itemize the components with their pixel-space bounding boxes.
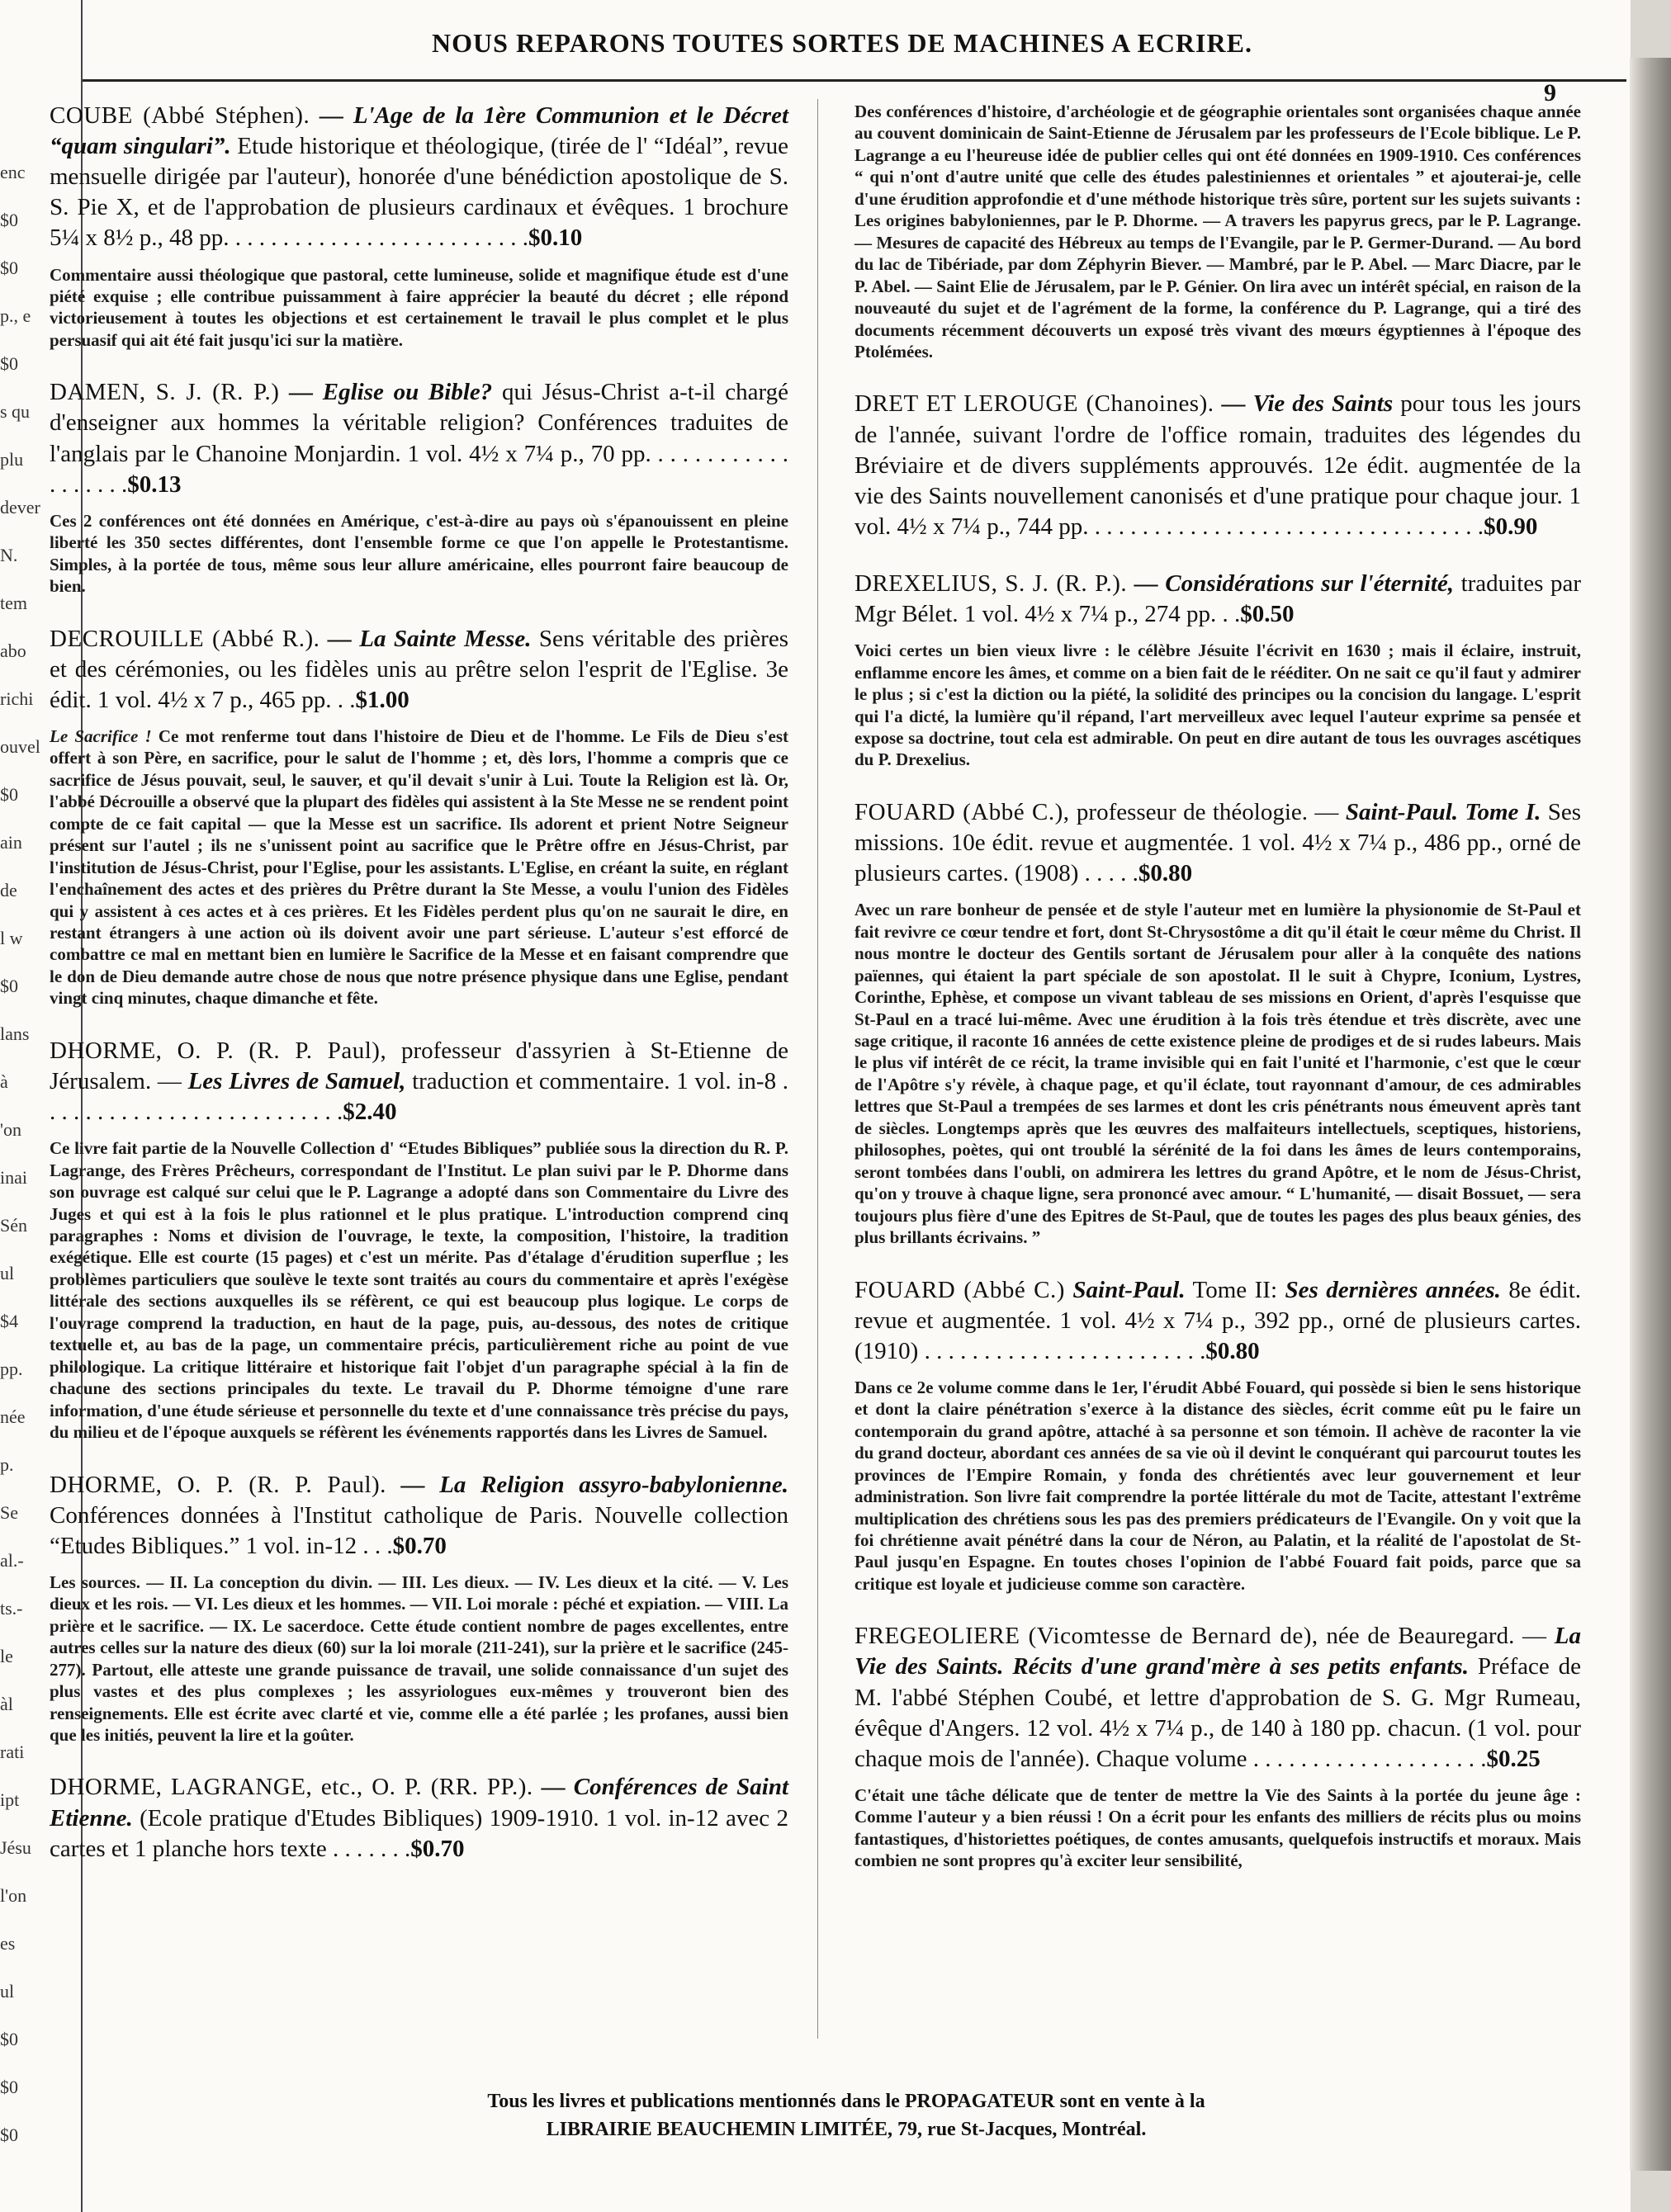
entry-heading <box>50 101 788 254</box>
entry-price: $0.25 <box>1486 1745 1541 1772</box>
adjacent-page-fragment: Sén <box>0 1215 27 1236</box>
column-divider <box>817 99 818 2039</box>
adjacent-page-fragment: p., e <box>0 305 31 326</box>
adjacent-page-fragment: plu <box>0 449 24 470</box>
entry-subtitle: Ses dernières années. <box>1285 1276 1501 1303</box>
entry-price: $1.00 <box>355 686 409 713</box>
entry-details: Etude historique et théologique, (tirée de l' “Idéal”, revue mensuelle dirigée par l'auteur), honorée d'une bénédiction apostolique de S. S. Pie X, et de l'approbation de plusieurs cardinaux et évêques. 1 brochure 5¼ x 8½ p., 48 pp. . . . . . . . . . . . . . . . . . . . . . . . . . <box>50 133 788 252</box>
entry-title-prefix: professeur de théologie. — <box>1076 798 1339 825</box>
adjacent-page-fragment: l'on <box>0 1885 27 1906</box>
adjacent-page-fragment: $0 <box>0 976 18 996</box>
adjacent-page-fragment: l w <box>0 928 23 948</box>
entry-heading <box>50 1470 788 1562</box>
adjacent-page-fragment: richi <box>0 688 34 709</box>
entry-heading <box>854 1275 1581 1367</box>
entry-details: pour tous les jours de l'année, suivant l'ordre de l'office romain, traduites des légendes du Bréviaire et de divers suppléments approuvés. 12e édit. augmentée de la vie des Saints nouvellement canonisés et d'une pratique pour chaque jour. 1 vol. 4½ x 7¼ p., 744 pp. . . . . . . . . . . . . . . . . . . . . . . . . . . . . . . . . . <box>854 390 1582 540</box>
catalog-entry <box>50 1470 788 1746</box>
adjacent-page-fragment: 'on <box>0 1119 21 1140</box>
entry-price: $0.80 <box>1138 860 1193 887</box>
catalog-entry <box>50 377 788 597</box>
entry-title-prefix: née de Beauregard. — <box>1326 1623 1547 1650</box>
entry-author: DRET ET LEROUGE (Chanoines). <box>854 390 1214 418</box>
adjacent-page-fragment: $0 <box>0 258 18 278</box>
entry-description: Avec un rare bonheur de pensée et de style l'auteur met en lumière la physionomie de St-Paul et fait revivre ce cœur tendre et fort, dont St-Chrysostôme a dit qu'il était le cœur même du Christ. Il nous montre le docteur des Gentils sortant de Jérusalem pour aller à la conquête des nations païennes, qui étaient la part spéciale de son apostolat. Il le suit à Chypre, Iconium, Lystres, Corinthe, Ephèse, et compose un vivant tableau de ses missions en Orient, d'après l'esquisse que St-Paul en a tracé lui-même. Avec une érudition à la fois très étendue et très discrète, avec une sage critique, il raconte 16 années de cette existence pleine de prodiges et de si rudes labeurs. Mais le plus vif intérêt de ce récit, la trame invisible qui en fait l'unité et l'harmonie, c'est que le cœur de l'Apôtre s'y révèle, à chaque page, et qu'il éclate, tout rayonnant d'amour, de ces admirables lettres que St-Paul a trempées de ses larmes et dont les cris pénétrants nous émeuvent après tant de siècles. Longtemps après que les œuvres des malfaiteurs intellectuels, sceptiques, historiens, philosophes, poètes, qui ont troublé la sérénité de la foi dans les âmes de leurs contemporains, seront tombées dans l'oubli, on admirera les lettres du grand Apôtre, et le nom de Jésus-Christ, qu'on y trouve à chaque ligne, sera prononcé avec amour. “ L'humanité, — disait Bossuet, — sera toujours plus fière d'une des Epitres de St-Paul, que de toutes les pages des plus beaux génies, des plus brillants écrivains. ” <box>854 900 1581 1248</box>
adjacent-page-fragment: le <box>0 1646 13 1666</box>
entry-price: $0.13 <box>127 470 182 498</box>
page-footer <box>165 2088 1527 2143</box>
entry-details: Préface de M. l'abbé Stéphen Coubé, et lettre d'approbation de S. G. Mgr Rumeau, évêque d'Angers. 12 vol. 4½ x 7¼ p., de 140 à 180 pp. chacun. (1 vol. pour chaque mois de l'année). Chaque volume . . . . . . . . . . . . . . . . . . . . <box>854 1653 1581 1772</box>
entry-heading <box>854 389 1581 542</box>
adjacent-page-fragment: enc <box>0 162 26 182</box>
entry-title: — L'Age de la 1ère Communion et le Décret “quam singulari”. <box>50 102 789 160</box>
catalog-entry <box>50 1772 788 1864</box>
catalog-entry <box>854 797 1581 1249</box>
adjacent-page-fragment: à <box>0 1071 8 1092</box>
adjacent-page-fragment: es <box>0 1933 16 1954</box>
entry-description: Ce livre fait partie de la Nouvelle Collection d' “Etudes Bibliques” publiée sous la direction du R. P. Lagrange, des Frères Prêcheurs, correspondant de l'Institut. Le plan suivi par le P. Dhorme dans son ouvrage est calqué sur celui que le P. Lagrange a adopté dans son Commentaire du Livre des Juges et qui est à la fois le plus rationnel et le plus pratique. L'introduction comprend cinq paragraphes : Noms et division de l'ouvrage, le texte, la composition, l'histoire, la tradition exégétique. Elle est courte (15 pages) et c'est un mérite. Pas d'étalage d'érudition superflue ; les problèmes particuliers que soulève le texte sont traités au cours du commentaire et après l'exégèse littérale des sections auxquelles ils se réfèrent, ce qui est beaucoup plus logique. Le corps de l'ouvrage comprend la traduction, en haut de la page, puis, au-dessous, des notes de critique textuelle et, au bas de la page, un commentaire précis, particulièrement riche au point de vue philologique. La critique littéraire et historique fait l'objet d'un paragraphe spécial à la fin de chacune des sections principales du texte. Le travail du P. Dhorme témoigne d'une rare information, d'une étude sérieuse et personnelle du texte et d'une connaissance très précise du pays, du milieu et de l'époque auxquels se réfèrent les événements rapportés dans les Livres de Samuel. <box>50 1138 788 1443</box>
entry-description-lead: Le Sacrifice ! <box>50 726 152 746</box>
entry-details: Conférences données à l'Institut catholique de Paris. Nouvelle collection “Etudes Bibliques.” 1 vol. in-12 . . . <box>50 1501 788 1559</box>
adjacent-page-fragment: rati <box>0 1742 25 1762</box>
catalog-entry <box>50 101 788 351</box>
adjacent-page-fragment: de <box>0 880 17 900</box>
entry-title: — La Religion assyro-babylonienne. <box>400 1471 788 1498</box>
entry-details: 8e édit. revue et augmentée. 1 vol. 4½ x 7¼ p., 392 pp., orné de plusieurs cartes. (1910) . . . . . . . . . . . . . . . . . . . . . . . . <box>854 1276 1582 1364</box>
entry-heading <box>50 1036 788 1127</box>
adjacent-page-fragment: abo <box>0 640 26 661</box>
adjacent-page-fragment: Se <box>0 1502 18 1523</box>
right-column <box>854 101 1581 1898</box>
entry-heading <box>50 1772 788 1864</box>
entry-title: Les Livres de Samuel, <box>187 1067 406 1094</box>
entry-price: $0.70 <box>410 1835 465 1862</box>
entry-price: $2.40 <box>343 1099 397 1126</box>
adjacent-page-fragment: dever <box>0 497 40 518</box>
adjacent-page-fragment: s qu <box>0 401 31 422</box>
entry-description: Les sources. — II. La conception du divin. — III. Les dieux. — IV. Les dieux et la cité. — V. Les dieux et les rois. — VI. Les dieux et les hommes. — VII. Loi morale : péché et expiation. — VIII. La prière et le sacrifice. — IX. Le sacerdoce. Cette étude contient nombre de pages excellentes, entre autres celles sur la nature des dieux (60) sur la loi morale (211-241), sur la prière et le sacrifice (245-277). Partout, elle atteste une grande puissance de travail, une solide connaissance d'un sujet des plus vastes et des plus complexes ; les assyriologues eux-mêmes y trouveront bien des renseignements. Elle est écrite avec clarté et vie, comme elle a été parlée ; les profanes, aussi bien que les initiés, peuvent la lire et la goûter. <box>50 1572 788 1745</box>
adjacent-page-fragment: al.- <box>0 1550 24 1571</box>
entry-details: traduction et commentaire. 1 vol. in-8 . . . . . . . . . . . . . . . . . . . . . . . . . . <box>50 1067 788 1126</box>
entry-price: $0.80 <box>1205 1337 1260 1364</box>
adjacent-page-fragment: àl <box>0 1694 13 1714</box>
catalog-entry <box>854 569 1581 771</box>
header-rule <box>83 79 1626 82</box>
adjacent-page-fragment: ain <box>0 832 22 853</box>
adjacent-page-fragment: lans <box>0 1023 30 1044</box>
adjacent-page-fragment: $4 <box>0 1311 18 1331</box>
adjacent-page-fragment: $0 <box>0 2029 18 2049</box>
adjacent-page-fragment: $0 <box>0 353 18 374</box>
catalog-entry <box>854 1275 1581 1595</box>
left-column <box>50 101 788 1891</box>
entry-description: Ces 2 conférences ont été données en Amérique, c'est-à-dire au pays où s'épanouissent en pleine liberté les 350 sectes différentes, dont l'ensemble forme ce que l'on appelle le Protestantisme. Simples, à la portée de tous, même sous leur allure américaine, elles pourront faire beaucoup de bien. <box>50 510 788 597</box>
entry-title-prefix: professeur d'assyrien à St-Etienne de Jérusalem. — <box>50 1037 789 1094</box>
entry-details: qui Jésus-Christ a-t-il chargé d'enseigner aux hommes la véritable religion? Conférences traduites de l'anglais par le Chanoine Monjardin. 1 vol. 4½ x 7¼ p., 70 pp. . . . . . . . . . . . . . . . . . . <box>50 379 788 498</box>
entry-heading <box>50 624 788 716</box>
entry-title: — La Sainte Messe. <box>327 625 532 652</box>
entry-heading <box>854 797 1581 889</box>
adjacent-page-fragment: ul <box>0 1981 15 2002</box>
adjacent-page-fragment: ipt <box>0 1789 20 1810</box>
adjacent-page-fragment: $0 <box>0 210 18 230</box>
adjacent-page-fragment: née <box>0 1406 26 1427</box>
entry-description: Voici certes un bien vieux livre : le célèbre Jésuite l'écrivit en 1630 ; mais il éclaire, instruit, enflamme encore les âmes, et comme on a bien fait de le rééditer. On ne sait ce qu'il faut y admirer le plus ; si c'est la diction ou la piété, la solidité des principes ou la concision du langage. L'esprit qui l'a dicté, la lumière qu'il répand, l'art merveilleux avec lequel l'auteur exprime sa pensée et expose sa doctrine, tout cela est admirable. On peut en dire autant de tous les ouvrages ascétiques du P. Drexelius. <box>854 640 1581 770</box>
entry-description: Dans ce 2e volume comme dans le 1er, l'érudit Abbé Fouard, qui possède si bien le sens historique et dont la claire pénétration s'exerce à la distance des siècles, écrit comme eût pu le faire un contemporain du grand apôtre, attaché à sa personne et son témoin. Il achève de raconter la vie du grand docteur, abordant ces années de sa vie où il devint le conquérant qui parcourut toutes les provinces de l'Empire Romain, y fonda des chrétientés avec leur gouvernement et leur administration. Son livre fait comprendre la portée littérale du mot de Tacite, attestant l'extrême multiplication des chrétiens sous les pas des premiers prédicateurs de l'Evangile. On y voit que la foi chrétienne avait pénétré dans la cour de Néron, au Palatin, et la réalité de l'apostolat de St-Paul jusqu'en Espagne. En toutes choses l'opinion de l'abbé Fouard fait poids, parce que sa critique est loyale et judicieuse comme son caractère. <box>854 1377 1581 1594</box>
catalog-entry <box>854 389 1581 542</box>
adjacent-page-fragment: $0 <box>0 784 18 805</box>
adjacent-page-fragment: p. <box>0 1454 14 1475</box>
adjacent-page-fragment: ts.- <box>0 1598 23 1619</box>
page-number: 9 <box>1544 79 1556 106</box>
entry-title-suffix: Tome II: <box>1192 1276 1278 1303</box>
entry-description: C'était une tâche délicate que de tenter de mettre la Vie des Saints à la portée du jeune âge : Comme l'auteur y a bien réussi ! On a écrit pour les enfants des milliers de récits plus ou moins fantastiques, d'historiettes poétiques, de contes amusants, quelquefois instructifs et moraux. Mais combien ne sont propres qu'à exciter leur sensibilité, <box>854 1784 1581 1871</box>
entry-title: Saint-Paul. <box>1072 1276 1186 1303</box>
entry-title: La Vie des Saints. Récits d'une grand'mère à ses petits enfants. <box>854 1623 1582 1680</box>
entry-price: $0.70 <box>392 1532 447 1559</box>
entry-title: — Considérations sur l'éternité, <box>1134 570 1455 597</box>
adjacent-page-fragment: tem <box>0 593 27 613</box>
entry-title: Saint-Paul. Tome I. <box>1345 798 1541 825</box>
entry-author: DREXELIUS, S. J. (R. P.). <box>854 570 1128 597</box>
entry-price: $0.90 <box>1484 513 1538 540</box>
entry-details: (Ecole pratique d'Etudes Bibliques) 1909-1910. 1 vol. in-12 avec 2 cartes et 1 planche hors texte . . . . . . . <box>50 1804 788 1862</box>
footer-line-2: LIBRAIRIE BEAUCHEMIN LIMITÉE, 79, rue St-Jacques, Montréal. <box>546 2118 1147 2140</box>
entry-heading <box>854 1621 1581 1775</box>
entry-title: — Vie des Saints <box>1221 390 1394 418</box>
adjacent-page-fragment: pp. <box>0 1359 23 1379</box>
catalog-entry <box>50 1036 788 1444</box>
entry-author: FREGEOLIERE (Vicomtesse de Bernard de), <box>854 1623 1318 1650</box>
catalog-entry <box>854 1621 1581 1871</box>
adjacent-page-fragment: inai <box>0 1167 27 1188</box>
book-spine-shadow <box>1630 58 1671 2171</box>
entry-details: traduites par Mgr Bélet. 1 vol. 4½ x 7¼ p., 274 pp. . . <box>854 570 1582 628</box>
entry-price: $0.50 <box>1240 601 1295 628</box>
entry-description <box>50 726 788 1009</box>
entry-author: DHORME, O. P. (R. P. Paul). <box>50 1471 386 1498</box>
entry-price: $0.10 <box>528 225 583 252</box>
adjacent-page-fragment: ul <box>0 1263 15 1283</box>
entry-title: — Eglise ou Bible? <box>289 379 493 406</box>
entry-author: DHORME, LAGRANGE, etc., O. P. (RR. PP.). <box>50 1774 533 1801</box>
entry-details: Ses missions. 10e édit. revue et augmentée. 1 vol. 4½ x 7¼ p., 486 pp., orné de plusieurs cartes. (1908) . . . . . <box>854 798 1582 887</box>
adjacent-page-fragment: ouvel <box>0 736 40 757</box>
adjacent-page-fragment: $0 <box>0 2077 18 2097</box>
entry-author: DAMEN, S. J. (R. P.) <box>50 379 280 406</box>
adjacent-page-fragment: $0 <box>0 2125 18 2145</box>
entry-author: FOUARD (Abbé C.) <box>854 1276 1065 1303</box>
entry-details: Sens véritable des prières et des cérémonies, ou les fidèles unis au prêtre selon l'esprit de l'Eglise. 3e édit. 1 vol. 4½ x 7 p., 465 pp. . . <box>50 625 788 713</box>
entry-description-text: Ce mot renferme tout dans l'histoire de Dieu et de l'homme. Le Fils de Dieu s'est offert à son Père, en sacrifice, pour le salut de l'homme ; et, dès lors, l'homme a compris que ce sacrifice de Jésus pouvait, seul, le sauver, et qu'il devait s'unir à Lui. Toute la Religion est là. Or, l'abbé Décrouille a observé que la plupart des fidèles qui assistent à la Ste Messe ne se rendent point compte de ce fait capital — que la Messe est un sacrifice. Ils adorent et prient Notre Seigneur présent sur l'autel ; ils ne s'unissent point au sacrifice que le Prêtre offre en Jésus-Christ, par l'institution de Jésus-Christ, pour l'Eglise, pour les assistants. L'Eglise, en créant la suite, en réglant l'enchaînement des actes et des prières du Prêtre durant la Ste Messe, a voulu l'union des Fidèles qui y assistent à ces actes et à ces prières. Et les Fidèles perdent plus qu'on ne saurait le dire, en restant étrangers à une action où ils doivent avoir une part sérieuse. L'auteur s'est efforcé de combattre ce mal en mettant bien en lumière le Sacrifice de la Messe et en faisant comprendre que le don de Dieu demande autre chose de nous que notre présence physique dans une Eglise, pendant vingt cinq minutes, chaque dimanche et fête. <box>50 726 789 1009</box>
entry-author: FOUARD (Abbé C.), <box>854 798 1070 825</box>
running-header: NOUS REPARONS TOUTES SORTES DE MACHINES A ECRIRE. <box>432 28 1252 58</box>
adjacent-page-fragment: Jésu <box>0 1837 31 1858</box>
entry-heading <box>50 377 788 499</box>
entry-heading <box>854 569 1581 630</box>
entry-author: DECROUILLE (Abbé R.). <box>50 625 320 652</box>
continued-description: Des conférences d'histoire, d'archéologie et de géographie orientales sont organisées chaque année au couvent dominicain de Saint-Etienne de Jérusalem par les professeurs de l'Ecole biblique. Le P. Lagrange a eu l'heureuse idée de publier celles qui ont été données en 1909-1910. Ces conférences “ qui n'ont d'autre unité que celle des études palestiniennes et orientales ” et ajouterai-je, celle d'une érudition approfondie et d'une méthode historique très sûre, portent sur les sujets suivants : Les origines babyloniennes, par le P. Dhorme. — A travers les papyrus grecs, par le P. Lagrange. — Mesures de capacité des Hébreux au temps de l'Evangile, par le P. Germer-Durand. — Au bord du lac de Tibériade, par dom Zéphyrin Biever. — Mambré, par le P. Abel. — Marc Diacre, par le P. Abel. — Saint Elie de Jérusalem, par le P. Génier. On lira avec un intérêt spécial, en raison de la nouveauté du sujet et de l'agrément de la forme, la conférence du P. Lagrange, qui a tiré des documents récemment découverts un exposé très vivant des mœurs égyptiennes à l'époque des Ptolémées. <box>854 102 1581 362</box>
footer-line-1: Tous les livres et publications mentionnés dans le PROPAGATEUR sont en vente à la <box>487 2091 1205 2112</box>
catalog-entry <box>50 624 788 1009</box>
entry-description: Commentaire aussi théologique que pastoral, cette lumineuse, solide et magnifique étude est d'une piété exquise ; elle contribue puissamment à faire apprécier la beauté du décret ; elle répond victorieusement à toutes les objections et est certainement le travail le plus complet et le plus persuasif qui ait été fait jusqu'ici sur la matière. <box>50 264 788 350</box>
entry-author: DHORME, O. P. (R. P. Paul), <box>50 1037 387 1064</box>
entry-title: — Conférences de Saint Etienne. <box>50 1774 789 1832</box>
adjacent-page-fragment: N. <box>0 545 18 565</box>
entry-author: COUBE (Abbé Stéphen). <box>50 102 310 129</box>
